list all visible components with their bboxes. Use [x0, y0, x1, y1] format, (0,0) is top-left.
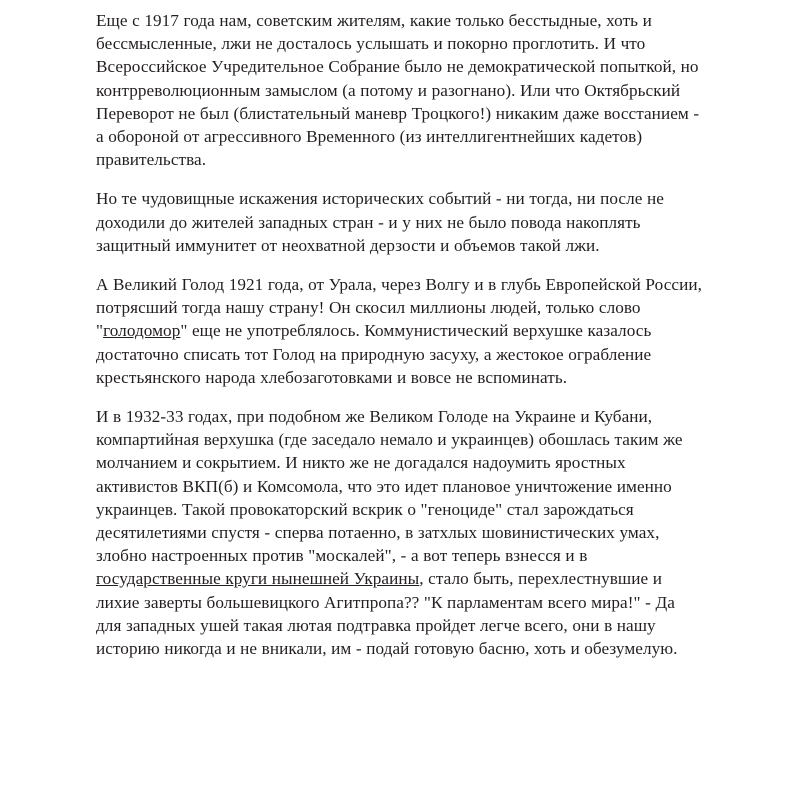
paragraph — [96, 187, 704, 257]
paragraph-text: И в 1932-33 годах, при подобном же Великом Голоде на Украине и Кубани, компартийная верхушка (где заседало немало и украинцев) обошлась таким же молчанием и сокрытием. И никто же не догадался надоумить яростных активистов ВКП(б) и Комсомола, что это идет плановое уничтожение именно украинцев. Такой провокаторский вскрик о "геноциде" стал зарождаться десятилетиями спустя - сперва потаенно, в затхлых шовинистических умах, злобно настроенных против "москалей", - а вот теперь взнесся и в — [96, 407, 683, 566]
paragraph — [96, 9, 704, 171]
paragraph-text: Еще с 1917 года нам, советским жителям, какие только бесстыдные, хоть и бессмысленные, лжи не досталось услышать и покорно проглотить. И что Всероссийское Учредительное Собрание было не демократической попыткой, но контрреволюционным замыслом (а потому и разогнано). Или что Октябрьский Переворот не был (блистательный маневр Троцкого!) никаким даже восстанием - а обороной от агрессивного Временного (из интеллигентнейших кадетов) правительства. — [96, 11, 700, 170]
paragraph-text: , стало быть, перехлестнувшие и лихие заверты большевицкого Агитпропа?? "К парламентам всего мира!" - Да для западных ушей такая лютая подтравка пройдет легче всего, они в нашу историю никогда и не вникали, им - подай готовую басню, хоть и обезумелую. — [96, 569, 678, 659]
paragraph-text: Но те чудовищные искажения исторических событий - ни тогда, ни после не доходили до жителей западных стран - и у них не было повода накоплять защитный иммунитет от неохватной дерзости и объемов такой лжи. — [96, 189, 664, 255]
paragraph — [96, 273, 704, 389]
inline-link[interactable]: государственные круги нынешней Украины — [96, 569, 420, 589]
article-body — [96, 9, 704, 660]
paragraph-text: " еще не употреблялось. Коммунистический верхушке казалось достаточно списать тот Голод на природную засуху, а жестокое ограбление крестьянского народа хлебозаготовками и вовсе не вспоминать. — [96, 321, 652, 387]
paragraph — [96, 405, 704, 660]
paragraph-text: А Великий Голод 1921 года, от Урала, через Волгу и в глубь Европейской России, потрясший тогда нашу страну! Он скосил миллионы людей, только слово " — [96, 275, 702, 341]
inline-link[interactable]: голодомор — [103, 321, 181, 341]
